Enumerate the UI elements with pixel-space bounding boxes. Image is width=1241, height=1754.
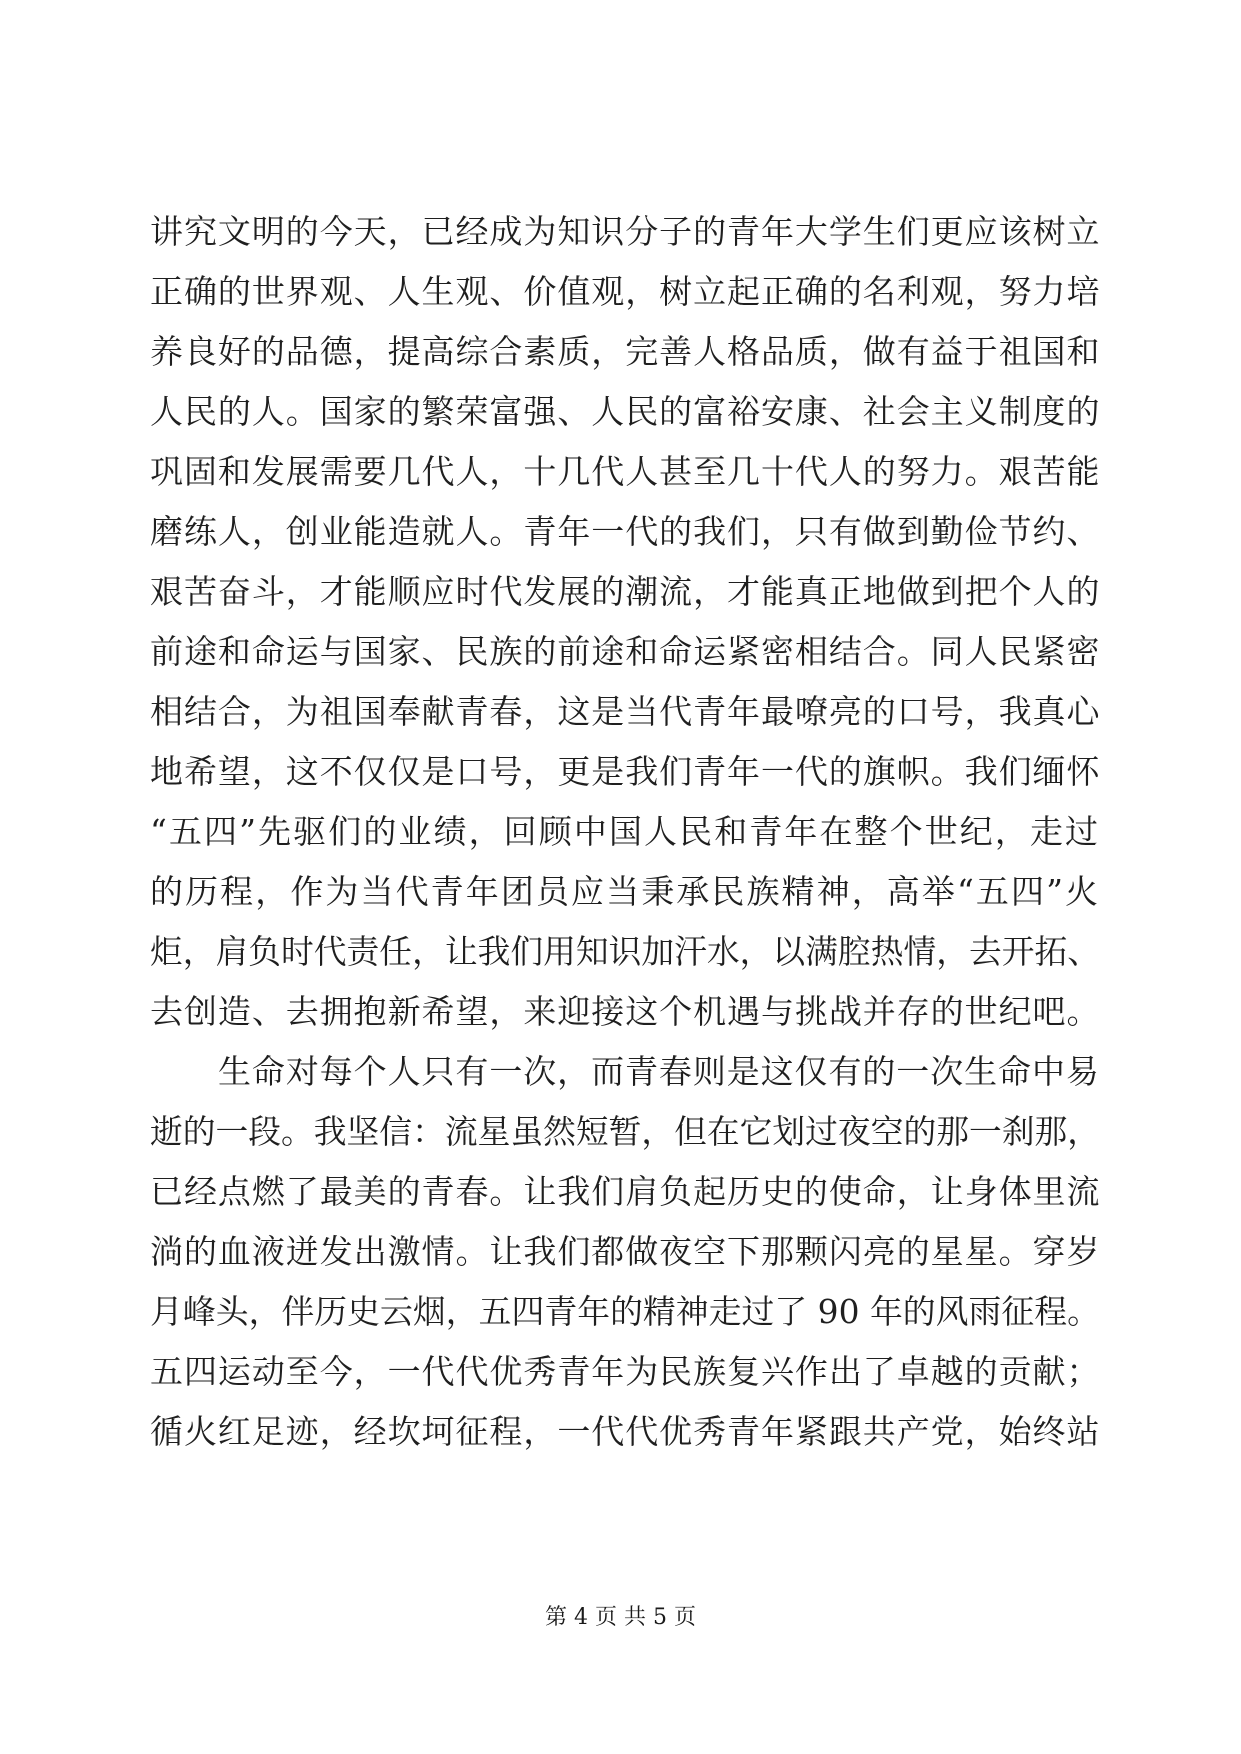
paragraph-1-line: 前途和命运与国家、民族的前途和命运紧密相结合。同人民紧密 (150, 632, 1101, 671)
paragraph-1-line: 地希望，这不仅仅是口号，更是我们青年一代的旗帜。我们缅怀 (150, 752, 1101, 791)
paragraph-2-line: 已经点燃了最美的青春。让我们肩负起历史的使命，让身体里流 (150, 1172, 1101, 1211)
paragraph-1-line: 正确的世界观、人生观、价值观，树立起正确的名利观，努力培 (150, 272, 1101, 311)
paragraph-1-line: 人民的人。国家的繁荣富强、人民的富裕安康、社会主义制度的 (150, 392, 1101, 431)
paragraph-1-line: 讲究文明的今天，已经成为知识分子的青年大学生们更应该树立 (150, 212, 1101, 251)
paragraph-2-line: 循火红足迹，经坎坷征程，一代代优秀青年紧跟共产党，始终站 (150, 1412, 1101, 1451)
paragraph-2-line: 淌的血液迸发出激情。让我们都做夜空下那颗闪亮的星星。穿岁 (150, 1232, 1101, 1271)
paragraph-1-line: 磨练人，创业能造就人。青年一代的我们，只有做到勤俭节约、 (150, 512, 1101, 551)
paragraph-1-line: 炬，肩负时代责任，让我们用知识加汗水，以满腔热情，去开拓、 (150, 932, 1100, 971)
paragraph-1-line: 艰苦奋斗，才能顺应时代发展的潮流，才能真正地做到把个人的 (150, 572, 1101, 611)
paragraph-2-line: 五四运动至今，一代代优秀青年为民族复兴作出了卓越的贡献； (150, 1352, 1101, 1391)
paragraph-1-line: “五四”先驱们的业绩，回顾中国人民和青年在整个世纪，走过 (150, 812, 1101, 851)
page-number-footer: 第 4 页 共 5 页 (545, 1605, 696, 1630)
paragraph-2-line: 逝的一段。我坚信：流星虽然短暂，但在它划过夜空的那一刹那， (150, 1112, 1100, 1151)
paragraph-1-line: 的历程，作为当代青年团员应当秉承民族精神，高举“五四”火 (150, 872, 1101, 911)
paragraph-1-line: 去创造、去拥抱新希望，来迎接这个机遇与挑战并存的世纪吧。 (150, 992, 1101, 1031)
paragraph-1-line: 巩固和发展需要几代人，十几代人甚至几十代人的努力。艰苦能 (150, 452, 1101, 491)
paragraph-1-line: 养良好的品德，提高综合素质，完善人格品质，做有益于祖国和 (150, 332, 1101, 371)
paragraph-2-line: 月峰头，伴历史云烟，五四青年的精神走过了 90 年的风雨征程。 (150, 1292, 1100, 1331)
paragraph-2-line: 生命对每个人只有一次，而青春则是这仅有的一次生命中易 (218, 1052, 1100, 1091)
paragraph-1-line: 相结合，为祖国奉献青春，这是当代青年最嘹亮的口号，我真心 (150, 692, 1101, 731)
